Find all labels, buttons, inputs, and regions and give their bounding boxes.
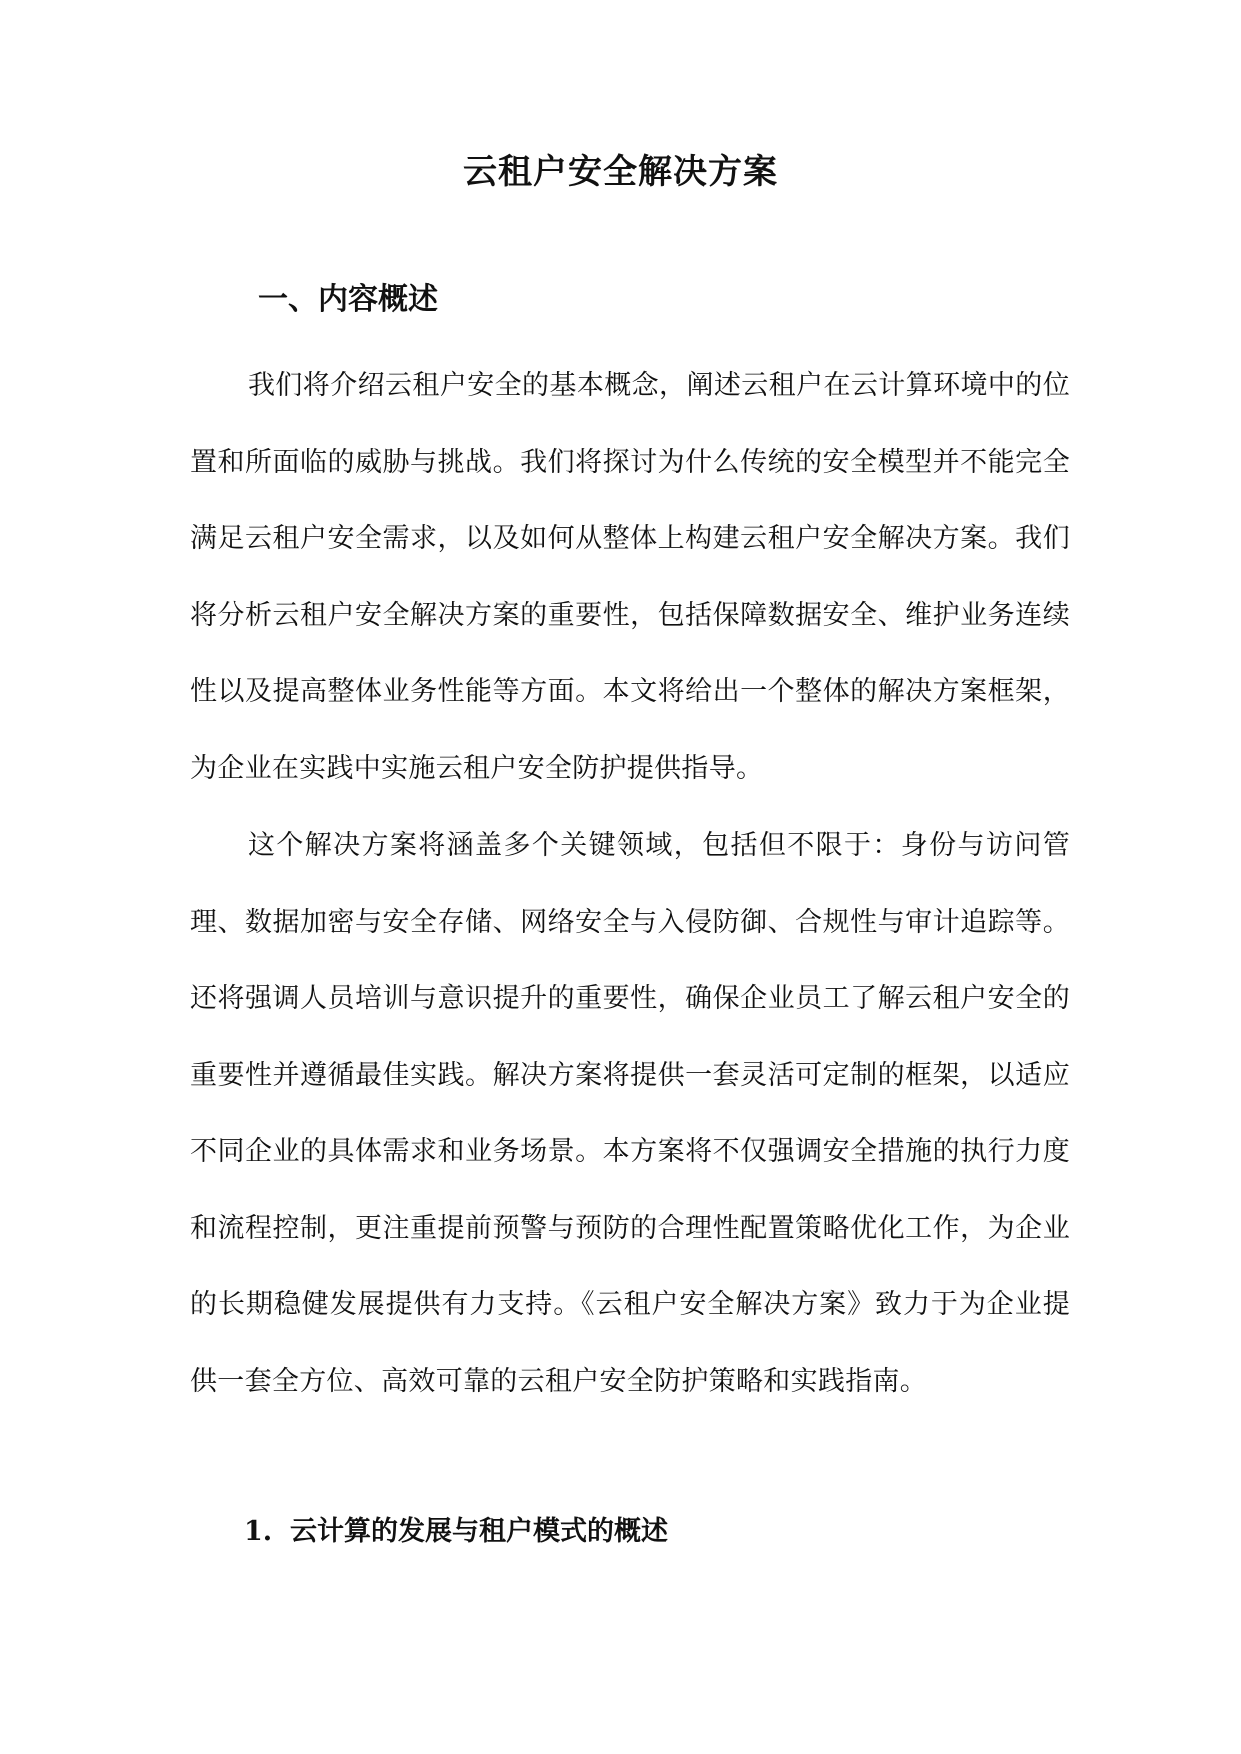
subsection-title: 云计算的发展与租户模式的概述	[290, 1516, 668, 1547]
document-title: 云租户安全解决方案	[463, 152, 778, 192]
section-heading: 一、内容概述	[258, 282, 438, 317]
subsection-number: 1.	[244, 1516, 273, 1547]
body-paragraph-2: 这个解决方案将涵盖多个关键领域，包括但不限于：身份与访问管理、数据加密与安全存储、网络安全与入侵防御、合规性与审计追踪等。还将强调人员培训与意识提升的重要性，确保企业员工了解云租户安全的重要性并遵循最佳实践。解决方案将提供一套灵活可定制的框架，以适应不同企业的具体需求和业务场景。本方案将不仅强调安全措施的执行力度和流程控制，更注重提前预警与预防的合理性配置策略优化工作，为企业的长期稳健发展提供有力支持。《云租户安全解决方案》致力于为企业提供一套全方位、高效可靠的云租户安全防护策略和实践指南。	[190, 830, 1070, 1397]
subsection-heading	[244, 1512, 668, 1552]
body-paragraph-1: 我们将介绍云租户安全的基本概念，阐述云租户在云计算环境中的位置和所面临的威胁与挑战。我们将探讨为什么传统的安全模型并不能完全满足云租户安全需求，以及如何从整体上构建云租户安全解决方案。我们将分析云租户安全解决方案的重要性，包括保障数据安全、维护业务连续性以及提高整体业务性能等方面。本文将给出一个整体的解决方案框架，为企业在实践中实施云租户安全防护提供指导。	[190, 370, 1070, 784]
